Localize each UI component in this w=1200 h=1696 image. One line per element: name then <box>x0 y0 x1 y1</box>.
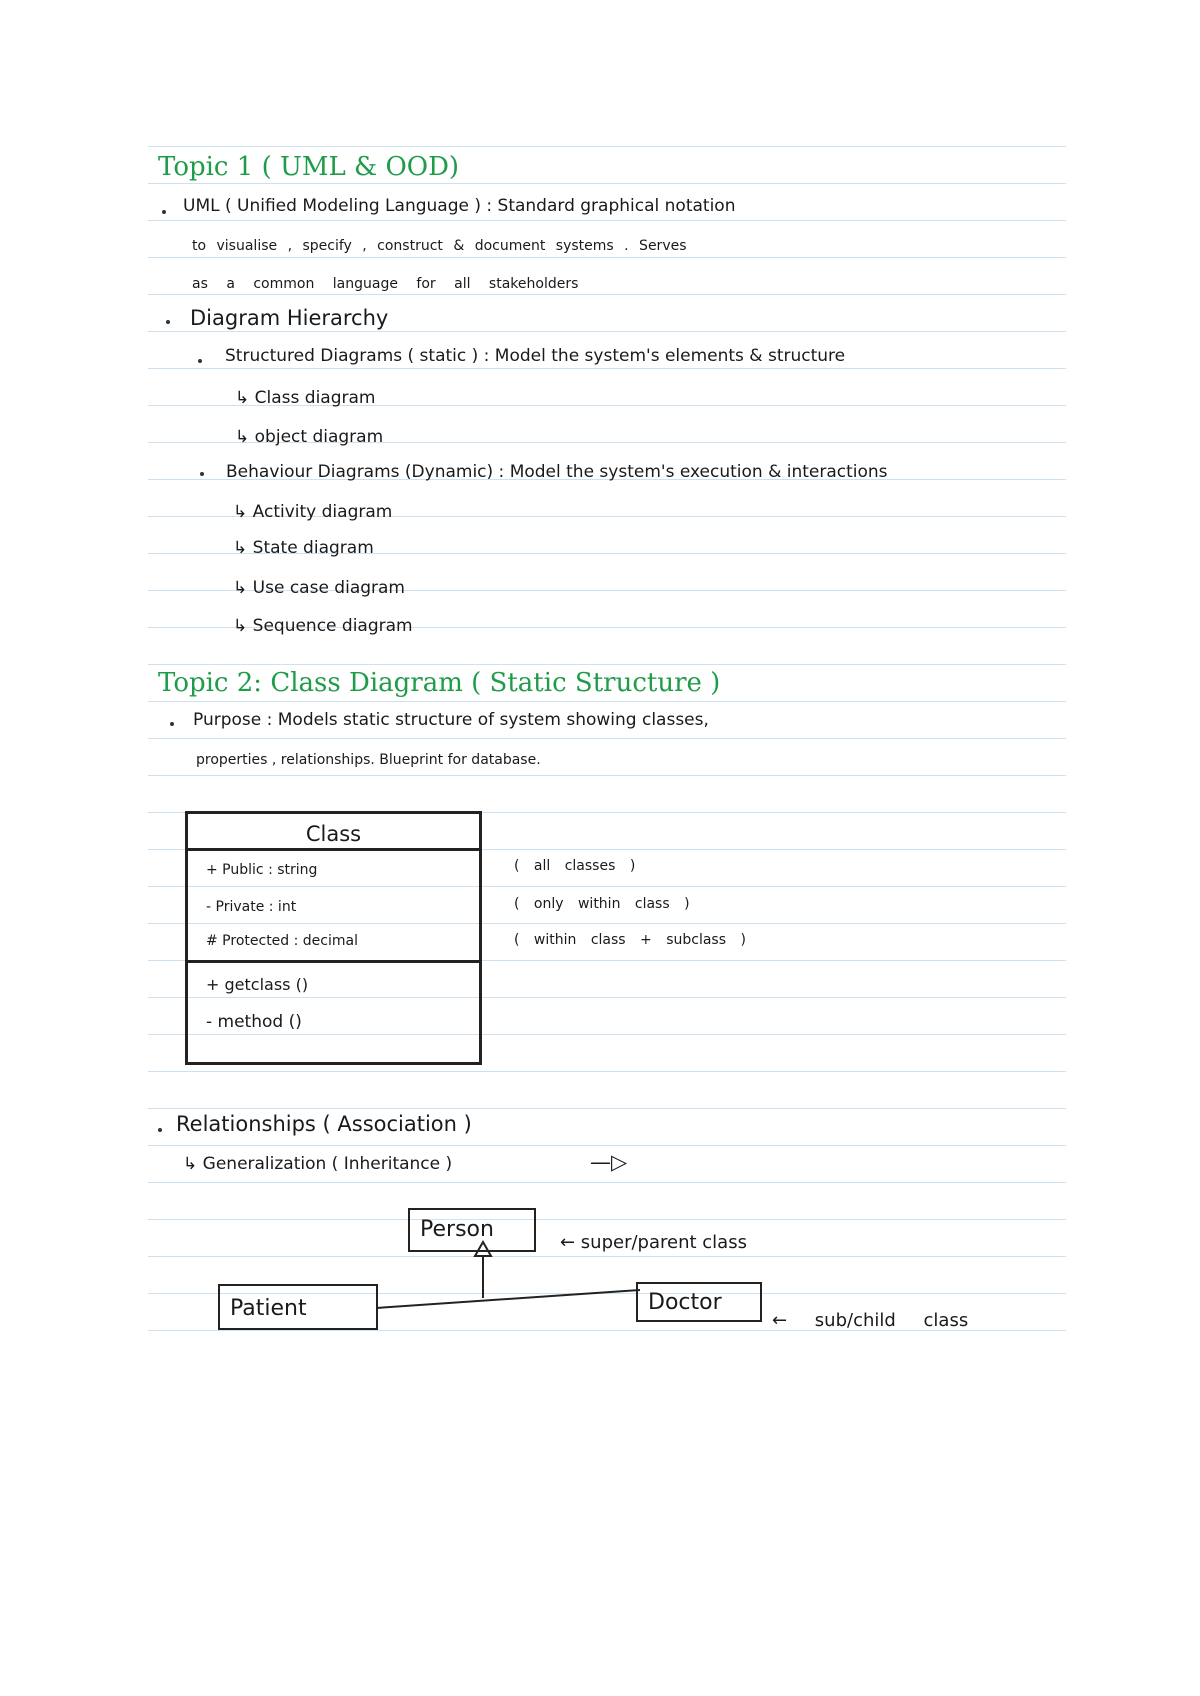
behaviour-item-sequence: ↳ Sequence diagram <box>233 616 413 636</box>
method-getclass: + getclass () <box>206 975 309 994</box>
sub-arrow-icon: ↳ <box>235 427 255 447</box>
class-name: Class <box>188 814 479 851</box>
attribute-protected: # Protected : decimal <box>206 933 358 949</box>
attribute-private: - Private : int <box>206 899 297 915</box>
uml-definition-line3: as a common language for all stakeholders <box>192 276 579 292</box>
behaviour-item-state: ↳ State diagram <box>233 538 374 558</box>
uml-definition-line1: UML ( Unified Modeling Language ) : Standard graphical notation <box>183 196 736 216</box>
attribute-public: + Public : string <box>206 862 318 878</box>
behaviour-item-activity: ↳ Activity diagram <box>233 502 393 522</box>
structured-item-object-diagram: ↳ object diagram <box>235 427 384 447</box>
method-method: - method () <box>206 1012 302 1032</box>
uml-box-doctor: Doctor <box>636 1282 762 1322</box>
generalization-line: ↳ Generalization ( Inheritance ) <box>183 1154 453 1174</box>
relationships-heading: Relationships ( Association ) <box>176 1112 472 1136</box>
child-class-note: ← sub/child class <box>772 1310 969 1331</box>
topic1-title: Topic 1 ( UML & OOD) <box>158 152 460 182</box>
visibility-note-public: ( all classes ) <box>514 858 636 874</box>
diagram-hierarchy-heading: Diagram Hierarchy <box>190 306 389 330</box>
structured-item-class-diagram: ↳ Class diagram <box>235 388 376 408</box>
visibility-note-protected: ( within class + subclass ) <box>514 932 746 948</box>
sub-arrow-icon: ↳ <box>235 388 255 408</box>
sub-arrow-icon: ↳ <box>233 616 253 636</box>
visibility-note-private: ( only within class ) <box>514 896 690 912</box>
sub-arrow-icon: ↳ <box>233 538 253 558</box>
parent-class-note: ← super/parent class <box>560 1232 747 1253</box>
topic2-title: Topic 2: Class Diagram ( Static Structure ) <box>158 668 721 698</box>
uml-box-patient: Patient <box>218 1284 378 1330</box>
uml-box-person: Person <box>408 1208 536 1252</box>
sub-arrow-icon: ↳ <box>183 1154 203 1174</box>
purpose-line2: properties , relationships. Blueprint for database. <box>196 752 541 768</box>
purpose-line1: Purpose : Models static structure of system showing classes, <box>193 710 709 730</box>
behaviour-item-use-case: ↳ Use case diagram <box>233 578 405 598</box>
sub-arrow-icon: ↳ <box>233 502 253 522</box>
behaviour-diagrams-line: Behaviour Diagrams (Dynamic) : Model the system's execution & interactions <box>226 462 888 482</box>
generalization-arrow-symbol: —▷ <box>590 1150 628 1174</box>
structured-diagrams-line: Structured Diagrams ( static ) : Model the system's elements & structure <box>225 346 846 366</box>
sub-arrow-icon: ↳ <box>233 578 253 598</box>
uml-definition-line2: to visualise , specify , construct & document systems . Serves <box>192 238 687 254</box>
